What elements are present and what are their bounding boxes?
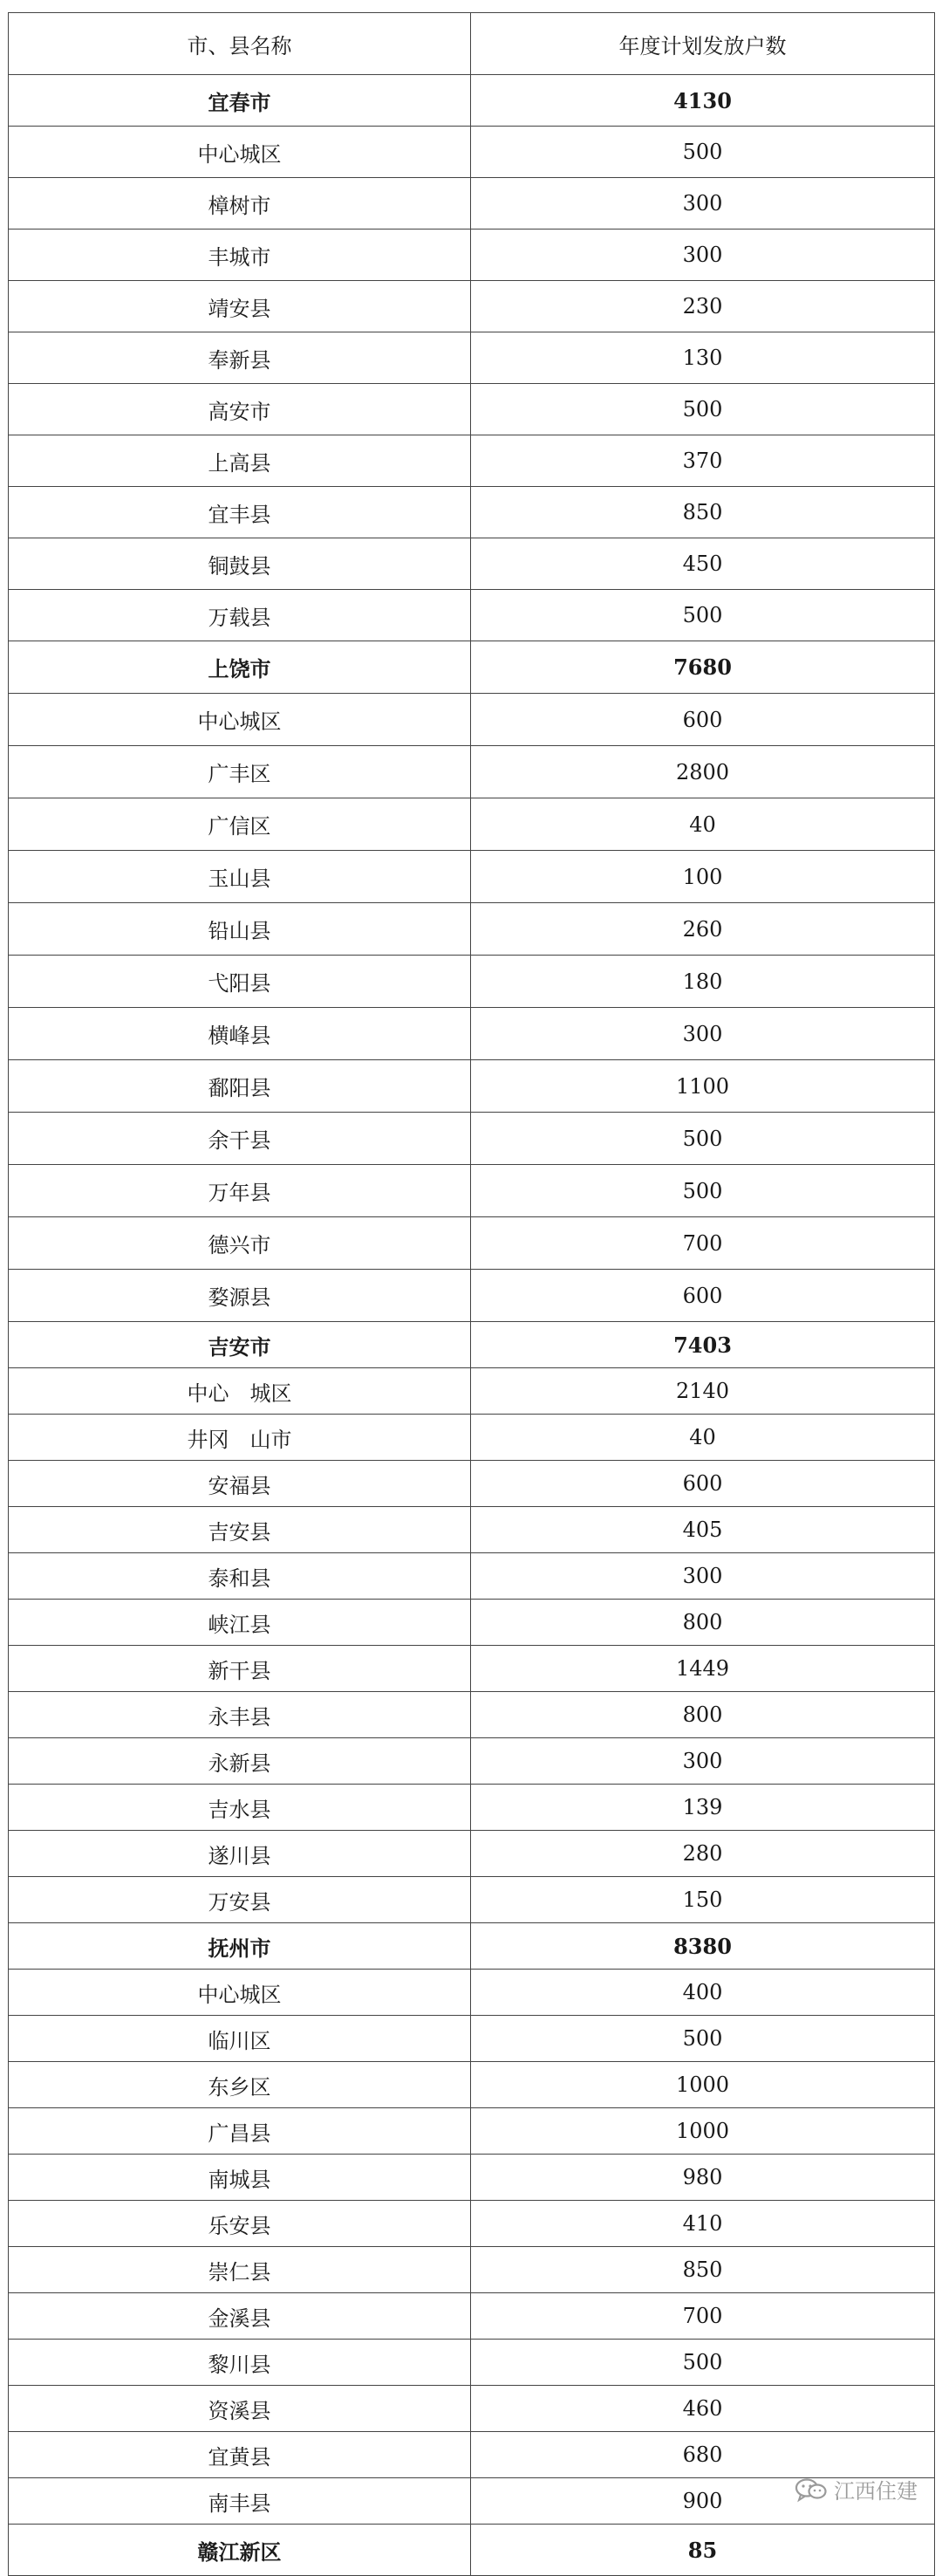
planned-households: 850 — [471, 487, 935, 538]
table-row — [9, 2340, 935, 2386]
table-row — [9, 903, 935, 956]
table-row — [9, 851, 935, 903]
planned-households: 700 — [471, 1217, 935, 1270]
planned-households: 1449 — [471, 1646, 935, 1692]
table-body — [9, 75, 935, 2576]
table-row — [9, 1368, 935, 1415]
district-name: 遂川县 — [9, 1831, 471, 1877]
table-row — [9, 2155, 935, 2201]
district-name: 樟树市 — [9, 178, 471, 230]
district-name: 横峰县 — [9, 1008, 471, 1060]
table-row — [9, 2062, 935, 2108]
table-row — [9, 230, 935, 281]
planned-households: 980 — [471, 2155, 935, 2201]
table-row — [9, 1217, 935, 1270]
table-row — [9, 1553, 935, 1600]
planned-households: 180 — [471, 956, 935, 1008]
city-row — [9, 641, 935, 694]
wechat-icon — [794, 2477, 829, 2503]
table-row — [9, 1270, 935, 1322]
table-row — [9, 1507, 935, 1553]
planned-households: 260 — [471, 903, 935, 956]
planned-households: 300 — [471, 230, 935, 281]
district-name: 新干县 — [9, 1646, 471, 1692]
city-name: 上饶市 — [9, 641, 471, 694]
district-name: 铅山县 — [9, 903, 471, 956]
district-name: 中心城区 — [9, 694, 471, 746]
district-name: 中心城区 — [9, 127, 471, 178]
district-name: 崇仁县 — [9, 2247, 471, 2293]
planned-households: 500 — [471, 127, 935, 178]
planned-households: 800 — [471, 1692, 935, 1738]
table-row — [9, 2293, 935, 2340]
planned-households: 680 — [471, 2432, 935, 2478]
planned-households: 405 — [471, 1507, 935, 1553]
district-name: 东乡区 — [9, 2062, 471, 2108]
table-row — [9, 1738, 935, 1785]
city-name: 赣江新区 — [9, 2525, 471, 2576]
table-row — [9, 538, 935, 590]
district-name: 吉安县 — [9, 1507, 471, 1553]
district-name: 玉山县 — [9, 851, 471, 903]
planned-households: 500 — [471, 2340, 935, 2386]
planned-households: 600 — [471, 1270, 935, 1322]
district-name: 井冈 山市 — [9, 1415, 471, 1461]
district-name: 安福县 — [9, 1461, 471, 1507]
district-name: 永新县 — [9, 1738, 471, 1785]
planned-households: 300 — [471, 1738, 935, 1785]
planned-households: 370 — [471, 435, 935, 487]
planned-households: 600 — [471, 694, 935, 746]
district-name: 万载县 — [9, 590, 471, 641]
district-name: 弋阳县 — [9, 956, 471, 1008]
table-row — [9, 1600, 935, 1646]
district-name: 万安县 — [9, 1877, 471, 1923]
planned-households: 400 — [471, 1970, 935, 2016]
header-planned-households: 年度计划发放户数 — [471, 13, 935, 75]
planned-households: 139 — [471, 1785, 935, 1831]
planned-households: 900 — [471, 2478, 935, 2525]
table-row — [9, 127, 935, 178]
table-row — [9, 487, 935, 538]
planned-households: 500 — [471, 2016, 935, 2062]
planned-households: 300 — [471, 178, 935, 230]
planned-households: 500 — [471, 1113, 935, 1165]
planned-households: 40 — [471, 798, 935, 851]
table-row — [9, 2108, 935, 2155]
table-row — [9, 1785, 935, 1831]
city-total: 7403 — [471, 1322, 935, 1368]
district-name: 德兴市 — [9, 1217, 471, 1270]
planned-households: 600 — [471, 1461, 935, 1507]
watermark-text: 江西住建 — [834, 2479, 918, 2504]
planned-households: 460 — [471, 2386, 935, 2432]
city-name: 吉安市 — [9, 1322, 471, 1368]
planned-households: 300 — [471, 1553, 935, 1600]
table-row — [9, 281, 935, 332]
planned-households: 2800 — [471, 746, 935, 798]
district-name: 金溪县 — [9, 2293, 471, 2340]
city-total: 4130 — [471, 75, 935, 127]
city-total: 85 — [471, 2525, 935, 2576]
district-name: 宜黄县 — [9, 2432, 471, 2478]
district-name: 泰和县 — [9, 1553, 471, 1600]
table-row — [9, 1113, 935, 1165]
table-row — [9, 1646, 935, 1692]
city-row — [9, 2525, 935, 2576]
city-row — [9, 1923, 935, 1970]
district-name: 资溪县 — [9, 2386, 471, 2432]
district-name: 永丰县 — [9, 1692, 471, 1738]
city-name: 宜春市 — [9, 75, 471, 127]
table-row — [9, 2201, 935, 2247]
district-name: 黎川县 — [9, 2340, 471, 2386]
table-row — [9, 2432, 935, 2478]
table-row — [9, 694, 935, 746]
allocation-table — [8, 12, 935, 2576]
watermark — [794, 2474, 918, 2504]
table-row — [9, 2016, 935, 2062]
table-row — [9, 1461, 935, 1507]
table-row — [9, 1415, 935, 1461]
planned-households: 850 — [471, 2247, 935, 2293]
table-row — [9, 332, 935, 384]
table-row — [9, 2386, 935, 2432]
table-row — [9, 1970, 935, 2016]
table-row — [9, 2247, 935, 2293]
planned-households: 500 — [471, 590, 935, 641]
district-name: 鄱阳县 — [9, 1060, 471, 1113]
district-name: 上高县 — [9, 435, 471, 487]
district-name: 万年县 — [9, 1165, 471, 1217]
district-name: 宜丰县 — [9, 487, 471, 538]
city-total: 7680 — [471, 641, 935, 694]
district-name: 南丰县 — [9, 2478, 471, 2525]
planned-households: 1000 — [471, 2108, 935, 2155]
table-row — [9, 384, 935, 435]
district-name: 广昌县 — [9, 2108, 471, 2155]
table-header-row — [9, 13, 935, 75]
district-name: 铜鼓县 — [9, 538, 471, 590]
district-name: 吉水县 — [9, 1785, 471, 1831]
district-name: 余干县 — [9, 1113, 471, 1165]
planned-households: 500 — [471, 384, 935, 435]
district-name: 广丰区 — [9, 746, 471, 798]
table-row — [9, 1877, 935, 1923]
table-row — [9, 435, 935, 487]
city-name: 抚州市 — [9, 1923, 471, 1970]
table-row — [9, 1692, 935, 1738]
header-region: 市、县名称 — [9, 13, 471, 75]
planned-households: 130 — [471, 332, 935, 384]
district-name: 婺源县 — [9, 1270, 471, 1322]
city-row — [9, 1322, 935, 1368]
district-name: 中心 城区 — [9, 1368, 471, 1415]
district-name: 奉新县 — [9, 332, 471, 384]
table-row — [9, 746, 935, 798]
planned-households: 410 — [471, 2201, 935, 2247]
district-name: 高安市 — [9, 384, 471, 435]
city-row — [9, 75, 935, 127]
district-name: 丰城市 — [9, 230, 471, 281]
planned-households: 230 — [471, 281, 935, 332]
planned-households: 1000 — [471, 2062, 935, 2108]
district-name: 临川区 — [9, 2016, 471, 2062]
district-name: 广信区 — [9, 798, 471, 851]
planned-households: 800 — [471, 1600, 935, 1646]
planned-households: 450 — [471, 538, 935, 590]
planned-households: 300 — [471, 1008, 935, 1060]
table-row — [9, 798, 935, 851]
district-name: 乐安县 — [9, 2201, 471, 2247]
table-row — [9, 1831, 935, 1877]
planned-households: 1100 — [471, 1060, 935, 1113]
allocation-table-container — [8, 12, 934, 2576]
planned-households: 700 — [471, 2293, 935, 2340]
district-name: 中心城区 — [9, 1970, 471, 2016]
planned-households: 2140 — [471, 1368, 935, 1415]
table-row — [9, 956, 935, 1008]
table-row — [9, 590, 935, 641]
table-row — [9, 1008, 935, 1060]
table-row — [9, 1060, 935, 1113]
planned-households: 100 — [471, 851, 935, 903]
planned-households: 280 — [471, 1831, 935, 1877]
table-row — [9, 178, 935, 230]
planned-households: 40 — [471, 1415, 935, 1461]
district-name: 靖安县 — [9, 281, 471, 332]
planned-households: 500 — [471, 1165, 935, 1217]
planned-households: 150 — [471, 1877, 935, 1923]
district-name: 南城县 — [9, 2155, 471, 2201]
city-total: 8380 — [471, 1923, 935, 1970]
district-name: 峡江县 — [9, 1600, 471, 1646]
table-row — [9, 1165, 935, 1217]
